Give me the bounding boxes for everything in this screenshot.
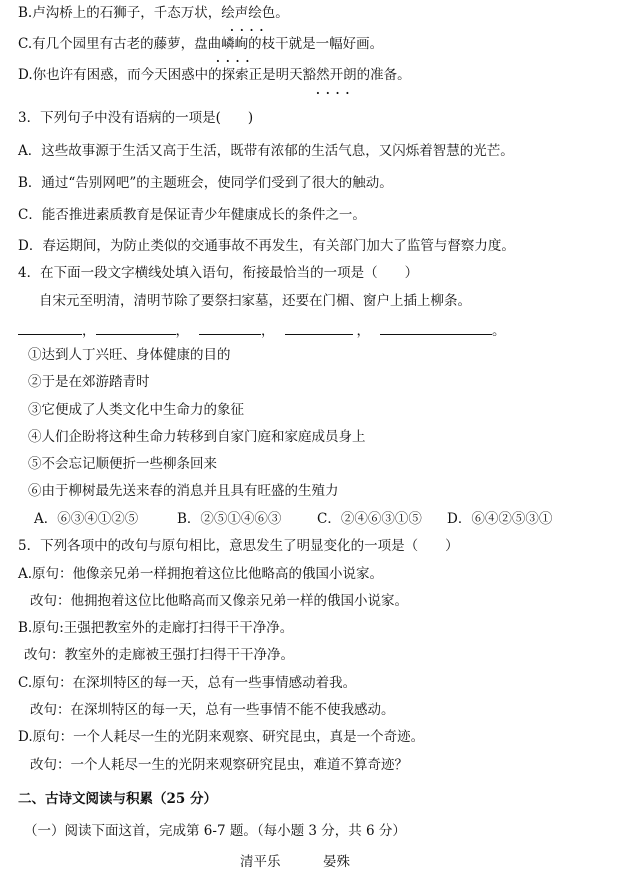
q5-c-original: C.原句：在深圳特区的每一天，总有一些事情感动着我。	[18, 675, 357, 691]
blank-2[interactable]	[96, 320, 176, 335]
q4-fill-blanks: ， ， ， ， 。	[18, 320, 506, 340]
poem-title: 清平乐	[240, 854, 281, 870]
q4-stem: 4．在下面一段文字横线处填入语句，衔接最恰当的一项是（ ）	[18, 265, 419, 281]
q4-item-6: ⑥由于柳树最先送来春的消息并且具有旺盛的生殖力	[28, 483, 339, 499]
section-2-subheading: （一）阅读下面这首，完成第 6-7 题。（每小题 3 分，共 6 分）	[24, 823, 406, 839]
q4-choice-d: D．⑥④②⑤③①	[447, 511, 553, 527]
poem-author: 晏殊	[323, 854, 350, 870]
q5-stem: 5．下列各项中的改句与原句相比，意思发生了明显变化的一项是（ ）	[18, 538, 459, 554]
q3-option-c: C．能否推进素质教育是保证青少年健康成长的条件之一。	[18, 207, 366, 223]
q5-a-original: A.原句：他像亲兄弟一样拥抱着这位比他略高的俄国小说家。	[18, 566, 384, 582]
q5-b-original: B.原句:王强把教室外的走廊打扫得干干净净。	[18, 620, 294, 636]
q4-choice-a: A．⑥③④①②⑤	[34, 511, 139, 527]
q3-option-a: A．这些故事源于生活又高于生活，既带有浓郁的生活气息，又闪烁着智慧的光芒。	[18, 143, 514, 159]
emphasis-marks-d: ····	[216, 55, 256, 68]
section-2-heading: 二、古诗文阅读与积累（25 分）	[18, 791, 217, 807]
blank-4[interactable]	[285, 320, 353, 335]
q2-option-d: D.你也许有困惑，而今天困惑中的探索正是明天豁然开朗的准备。	[18, 67, 411, 83]
q5-d-revised: 改句：一个人耗尽一生的光阴来观察研究昆虫，难道不算奇迹？	[30, 757, 408, 773]
q4-passage: 自宋元至明清，清明节除了要祭扫家墓，还要在门楣、窗户上插上柳条。	[39, 293, 471, 309]
q5-c-revised: 改句：在深圳特区的每一天，总有一些事情不能不使我感动。	[30, 702, 395, 718]
q2-option-c: C.有几个园里有古老的藤萝，盘曲嶙峋的枝干就是一幅好画。	[18, 36, 384, 52]
q5-b-revised: 改句：教室外的走廊被王强打扫得干干净净。	[24, 647, 294, 663]
blank-1[interactable]	[18, 320, 82, 335]
q4-choice-c: C．②④⑥③①⑤	[317, 511, 422, 527]
q4-item-2: ②于是在郊游踏青时	[28, 374, 150, 390]
q4-item-5: ⑤不会忘记顺便折一些柳条回来	[28, 456, 217, 472]
emphasis-marks-end: ····	[316, 87, 356, 100]
q4-item-4: ④人们企盼将这种生命力转移到自家门庭和家庭成员身上	[28, 429, 366, 445]
q3-stem: 3．下列句子中没有语病的一项是( )	[18, 110, 254, 126]
emphasis-marks-c: ····	[230, 24, 270, 37]
q2-option-b: B.卢沟桥上的石狮子，千态万状，绘声绘色。	[18, 5, 289, 21]
q4-item-3: ③它便成了人类文化中生命力的象征	[28, 402, 244, 418]
q4-choice-b: B．②⑤①④⑥③	[177, 511, 282, 527]
q4-item-1: ①达到人丁兴旺、身体健康的目的	[28, 347, 231, 363]
q5-a-revised: 改句：他拥抱着这位比他略高而又像亲兄弟一样的俄国小说家。	[30, 593, 408, 609]
q3-option-b: B．通过“告别网吧”的主题班会，使同学们受到了很大的触动。	[18, 175, 393, 191]
blank-5[interactable]	[380, 320, 492, 335]
q5-d-original: D.原句：一个人耗尽一生的光阴来观察、研究昆虫，真是一个奇迹。	[18, 729, 425, 745]
blank-3[interactable]	[199, 320, 261, 335]
q3-option-d: D．春运期间，为防止类似的交通事故不再发生，有关部门加大了监管与督察力度。	[18, 238, 515, 254]
